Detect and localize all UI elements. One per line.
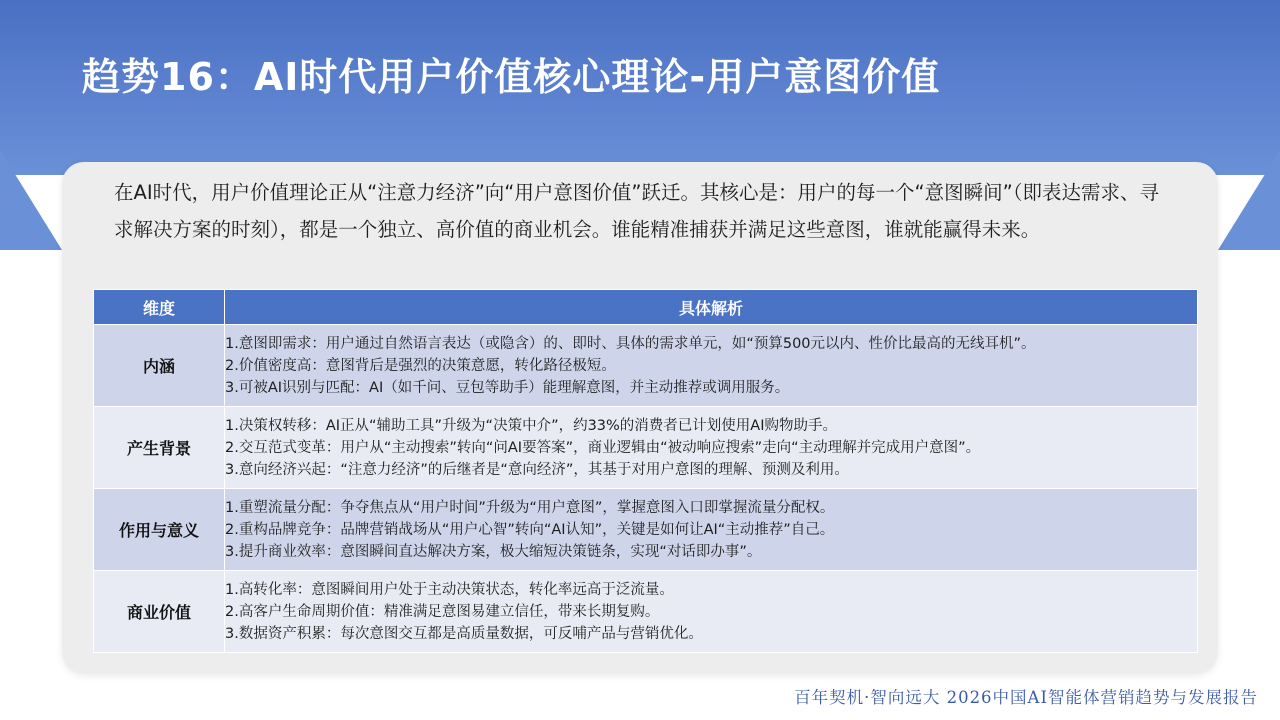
table-row <box>94 407 1198 489</box>
detail-line: 2.高客户生命周期价值：精准满足意图易建立信任，带来长期复购。 <box>225 603 660 620</box>
detail-line: 1.重塑流量分配：争夺焦点从“用户时间”升级为“用户意图”，掌握意图入口即掌握流量分配权。 <box>225 499 835 516</box>
detail-line: 1.高转化率：意图瞬间用户处于主动决策状态，转化率远高于泛流量。 <box>225 581 674 598</box>
detail-line: 3.可被AI识别与匹配：AI（如千问、豆包等助手）能理解意图，并主动推荐或调用服务。 <box>225 379 790 396</box>
detail-line: 2.交互范式变革：用户从“主动搜索”转向“问AI要答案”，商业逻辑由“被动响应搜索”走向“主动理解并完成用户意图”。 <box>225 439 981 456</box>
intro-paragraph: 在AI时代，用户价值理论正从“注意力经济”向“用户意图价值”跃迁。其核心是：用户的每一个“意图瞬间”（即表达需求、寻求解决方案的时刻），都是一个独立、高价值的商业机会。谁能精准捕获并满足这些意图，谁就能赢得未来。 <box>114 181 1159 241</box>
row-detail <box>225 407 1198 489</box>
row-detail <box>225 489 1198 571</box>
detail-line: 3.意向经济兴起：“注意力经济”的后继者是“意向经济”，其基于对用户意图的理解、预测及利用。 <box>225 461 849 478</box>
table-row <box>94 325 1198 407</box>
header-detail: 具体解析 <box>225 290 1198 325</box>
row-dimension: 产生背景 <box>94 407 225 489</box>
table-row <box>94 571 1198 653</box>
detail-line: 2.重构品牌竞争：品牌营销战场从“用户心智”转向“AI认知”，关键是如何让AI“主动推荐”自己。 <box>225 521 835 538</box>
detail-line: 3.提升商业效率：意图瞬间直达解决方案，极大缩短决策链条，实现“对话即办事”。 <box>225 543 762 560</box>
header-dimension: 维度 <box>94 290 225 325</box>
analysis-table <box>93 289 1198 653</box>
row-dimension: 商业价值 <box>94 571 225 653</box>
detail-line: 1.意图即需求：用户通过自然语言表达（或隐含）的、即时、具体的需求单元，如“预算500元以内、性价比最高的无线耳机”。 <box>225 335 1036 352</box>
detail-line: 2.价值密度高：意图背后是强烈的决策意愿，转化路径极短。 <box>225 357 616 374</box>
detail-line: 1.决策权转移：AI正从“辅助工具”升级为“决策中介”，约33%的消费者已计划使用AI购物助手。 <box>225 417 837 434</box>
row-dimension: 内涵 <box>94 325 225 407</box>
slide-title: 趋势16：AI时代用户价值核心理论-用户意图价值 <box>82 55 941 99</box>
row-detail <box>225 571 1198 653</box>
row-detail <box>225 325 1198 407</box>
table-header-row <box>94 290 1198 325</box>
table-row <box>94 489 1198 571</box>
footer-report-name: 百年契机·智向远大 2026中国AI智能体营销趋势与发展报告 <box>794 688 1258 707</box>
detail-line: 3.数据资产积累：每次意图交互都是高质量数据，可反哺产品与营销优化。 <box>225 625 703 642</box>
row-dimension: 作用与意义 <box>94 489 225 571</box>
